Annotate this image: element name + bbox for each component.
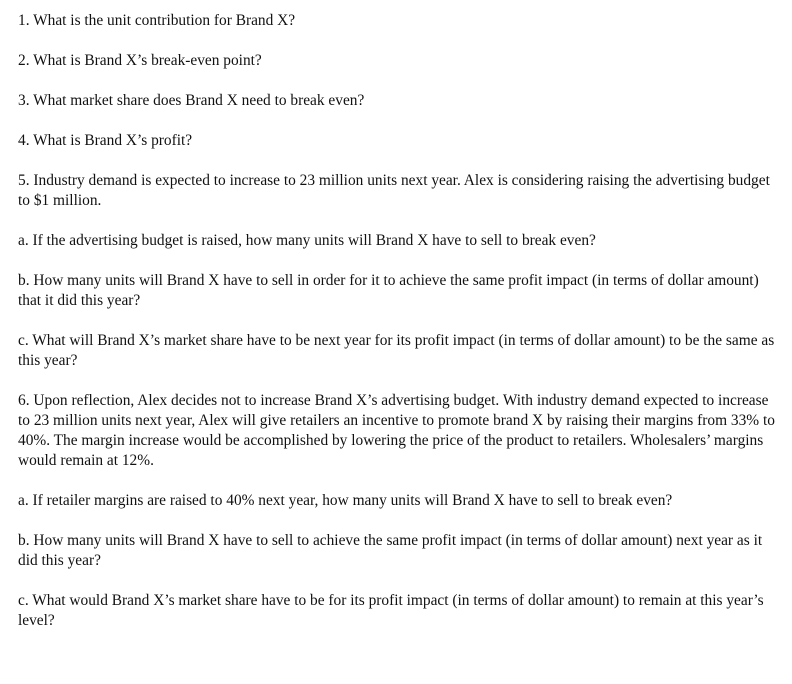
- question-4: 4. What is Brand X’s profit?: [18, 132, 193, 149]
- question-6: 6. Upon reflection, Alex decides not to increase Brand X’s advertising budget. With industry demand expected to increase to 23 million units next year, Alex will give retailers an incentive to promote brand X by raising their margins from 33% to 40%. The margin increase would be accomplished by lowering the price of the product to retailers. Wholesalers’ margins would remain at 12%.: [18, 392, 775, 469]
- question-5c: c. What will Brand X’s market share have to be next year for its profit impact (in terms of dollar amount) to be the same as this year?: [18, 332, 775, 369]
- question-5b: b. How many units will Brand X have to sell in order for it to achieve the same profit impact (in terms of dollar amount) that it did this year?: [18, 272, 759, 309]
- question-5: 5. Industry demand is expected to increase to 23 million units next year. Alex is considering raising the advertising budget to $1 million.: [18, 172, 770, 209]
- question-5a: a. If the advertising budget is raised, how many units will Brand X have to sell to break even?: [18, 232, 596, 249]
- question-list: [18, 11, 780, 631]
- question-3: 3. What market share does Brand X need to break even?: [18, 92, 365, 109]
- question-6a: a. If retailer margins are raised to 40% next year, how many units will Brand X have to sell to break even?: [18, 492, 673, 509]
- question-6b: b. How many units will Brand X have to sell to achieve the same profit impact (in terms of dollar amount) next year as it did this year?: [18, 532, 763, 569]
- question-2: 2. What is Brand X’s break-even point?: [18, 52, 262, 69]
- question-1: 1. What is the unit contribution for Brand X?: [18, 12, 296, 29]
- question-6c: c. What would Brand X’s market share have to be for its profit impact (in terms of dollar amount) to remain at this year’s level?: [18, 592, 764, 629]
